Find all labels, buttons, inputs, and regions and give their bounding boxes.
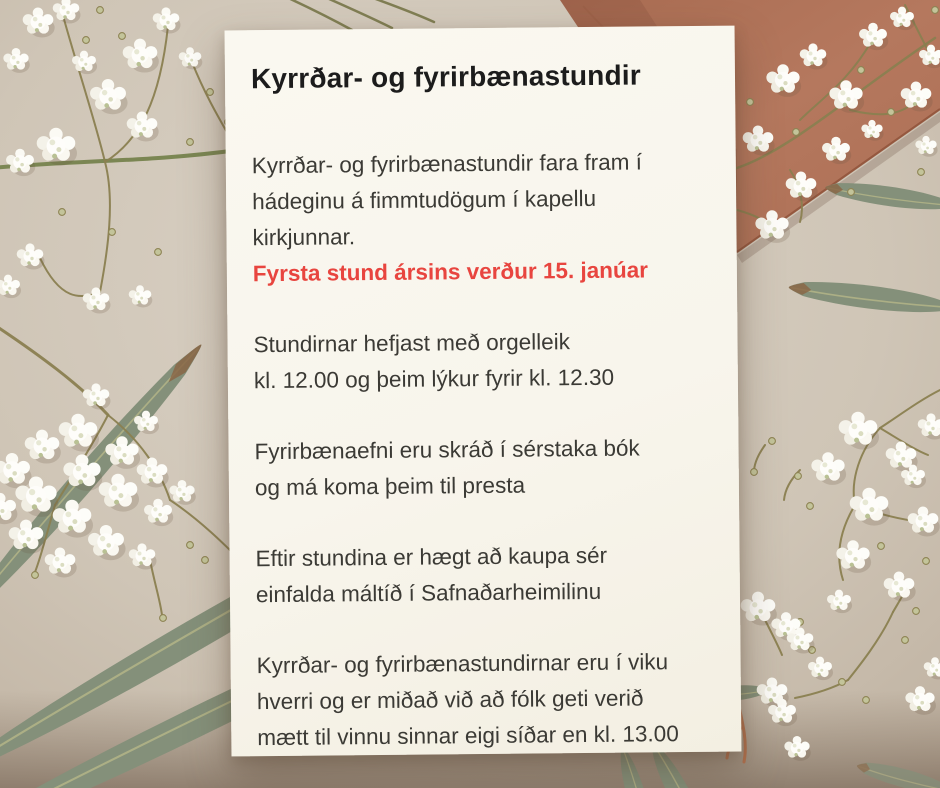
paragraph-prayer-book: Fyrirbænaefni eru skráð í sérstaka bók og má koma þeim til presta: [254, 435, 640, 501]
paragraph-weekly: Kyrrðar- og fyrirbænastundirnar eru í viku hverri og er miðað við að fólk geti verið mætt til vinnu sinnar eigi síðar en kl. 13.00: [256, 649, 679, 751]
paragraph-times: Stundirnar hefjast með orgelleik kl. 12.00 og þeim lýkur fyrir kl. 12.30: [253, 329, 615, 394]
poster-title: Kyrrðar- og fyrirbænastundir: [250, 59, 642, 95]
announcement-card: [225, 26, 742, 757]
intro-paragraph: Kyrrðar- og fyrirbænastundir fara fram í hádeginu á fimmtudögum í kapellu kirkjunnar.: [251, 149, 643, 251]
highlight-date: Fyrsta stund ársins verður 15. janúar: [252, 257, 649, 287]
paragraph-meal: Eftir stundina er hægt að kaupa sér einfalda máltíð í Safnaðarheimilinu: [255, 542, 608, 608]
